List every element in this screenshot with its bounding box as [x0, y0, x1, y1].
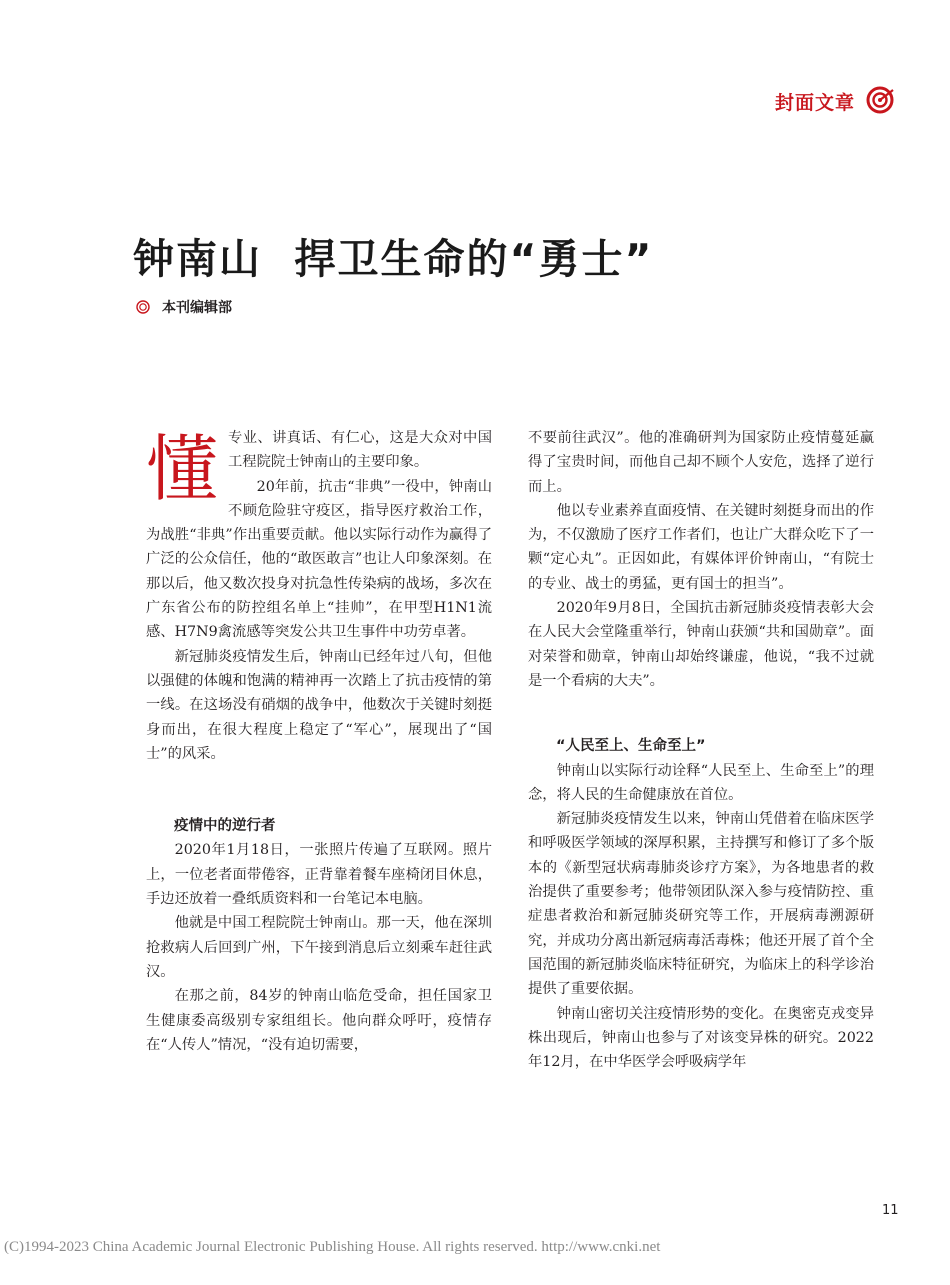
section-heading-people-first: “人民至上、生命至上” — [556, 738, 706, 755]
section-tag: 封面文章 — [775, 92, 856, 114]
paragraph: 20年前，抗击“非典”一役中，钟南山不顾危险驻守疫区，指导医疗救治工作，为战胜“非典”作出重要贡献。他以实际行动作为赢得了广泛的公众信任，他的“敢医敢言”也让人印象深刻。在那以后，他又数次投身对抗急性传染病的战场，多次在广东省公布的防控组名单上“挂帅”，在甲型H1N1流感、H7N9禽流感等突发公共卫生事件中功劳卓著。 — [146, 478, 492, 641]
paragraph: 他就是中国工程院院士钟南山。那一天，他在深圳抢救病人后回到广州，下午接到消息后立刻乘车赶往武汉。 — [146, 915, 492, 980]
byline: 本刊编辑部 — [162, 300, 232, 316]
paragraph: 2020年9月8日，全国抗击新冠肺炎疫情表彰大会在人民大会堂隆重举行，钟南山获颁“共和国勋章”。面对荣誉和勋章，钟南山却始终谦虚，他说，“我不过就是一个看病的大夫”。 — [528, 600, 874, 689]
right-column — [528, 426, 874, 1074]
section-heading-retrograde: 疫情中的逆行者 — [174, 818, 276, 835]
paragraph: 他以专业素养直面疫情、在关键时刻挺身而出的作为，不仅激励了医疗工作者们，也让广大群众吃下了一颗“定心丸”。正因如此，有媒体评价钟南山，“有院士的专业、战士的勇猛，更有国士的担当”。 — [528, 502, 874, 592]
left-column — [146, 426, 492, 1057]
paragraph-continued: 不要前往武汉”。他的准确研判为国家防止疫情蔓延赢得了宝贵时间，而他自己却不顾个人安危，选择了逆行而上。 — [528, 430, 874, 495]
paragraph: 在那之前，84岁的钟南山临危受命，担任国家卫生健康委高级别专家组组长。他向群众呼吁，疫情存在“人传人”情况，“没有迫切需要， — [146, 988, 492, 1053]
paragraph: 新冠肺炎疫情发生后，钟南山已经年过八旬，但他以强健的体魄和饱满的精神再一次踏上了抗击疫情的第一线。在这场没有硝烟的战争中，他数次于关键时刻挺身而出，在很大程度上稳定了“军心”，展现出了“国士”的风采。 — [146, 648, 492, 762]
paragraph: 钟南山以实际行动诠释“人民至上、生命至上”的理念，将人民的生命健康放在首位。 — [528, 762, 874, 803]
page-number: 11 — [882, 1203, 899, 1218]
drop-cap: 懂 — [146, 427, 219, 511]
paragraph: 新冠肺炎疫情发生以来，钟南山凭借着在临床医学和呼吸医学领域的深厚积累，主持撰写和修订了多个版本的《新型冠状病毒肺炎诊疗方案》，为各地患者的救治提供了重要参考；他带领团队深入参与疫情防控、重症患者救治和新冠肺炎研究等工作，开展病毒溯源研究，并成功分离出新冠病毒活毒株；他还开展了首个全国范围的新冠肺炎临床特征研究，为临床上的科学诊治提供了重要依据。 — [528, 811, 874, 998]
paragraph: 2020年1月18日，一张照片传遍了互联网。照片上，一位老者面带倦容，正背靠着餐车座椅闭目休息，手边还放着一叠纸质资料和一台笔记本电脑。 — [146, 842, 492, 908]
intro-paragraph: 专业、讲真话、有仁心，这是大众对中国工程院院士钟南山的主要印象。 — [228, 430, 492, 471]
copyright-notice: (C)1994-2023 China Academic Journal Electronic Publishing House. All rights reserved. http://www.cnki.net — [4, 1239, 661, 1255]
article-title: 钟南山 捍卫生命的“勇士” — [133, 235, 654, 283]
cover-story-logo-icon — [866, 86, 896, 114]
byline-circle-icon — [136, 300, 150, 314]
paragraph: 钟南山密切关注疫情形势的变化。在奥密克戎变异株出现后，钟南山也参与了对该变异株的研究。2022年12月，在中华医学会呼吸病学年 — [528, 1005, 874, 1071]
